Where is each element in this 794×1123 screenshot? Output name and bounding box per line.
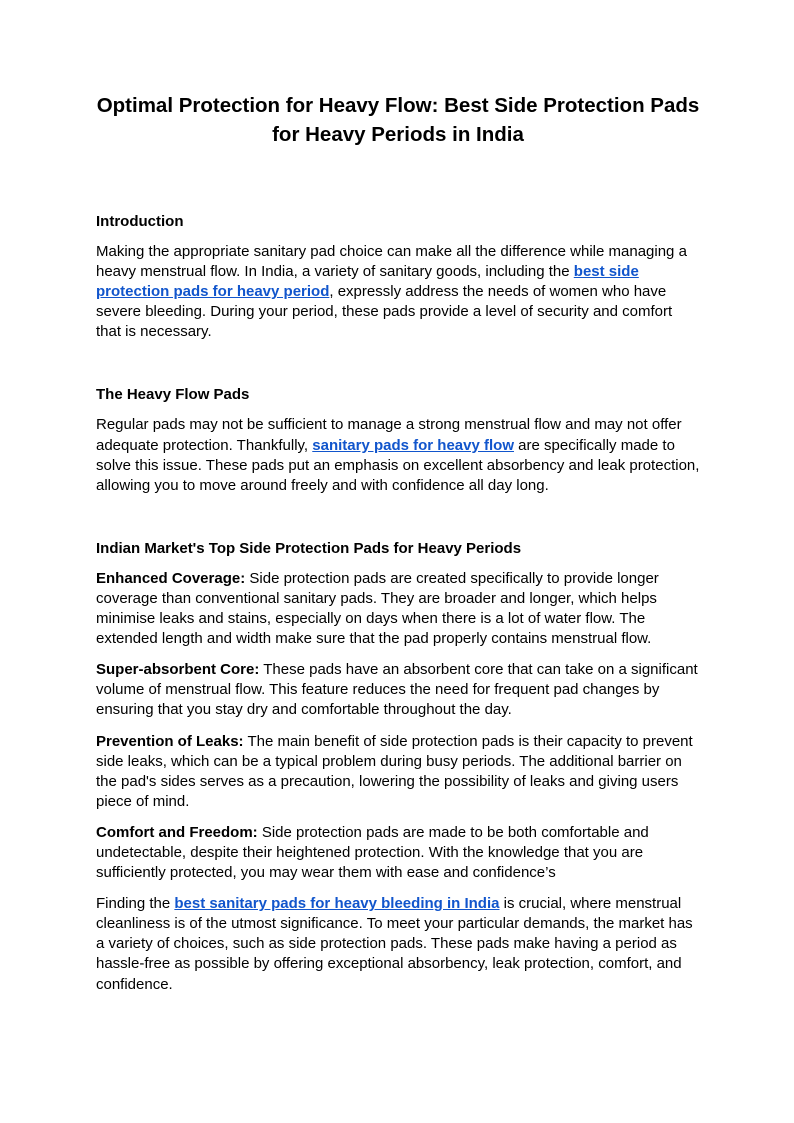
feature-text: These pads have an absorbent core that can take on a significant volume of menstrual flow. This feature reduces the need for frequent pad changes by ensuring that you stay dry and comfortable throughout the day.	[96, 661, 698, 719]
closing-text-before: Finding the	[96, 895, 175, 913]
feature-lead: Prevention of Leaks:	[96, 732, 244, 750]
heavy-flow-text-before: Regular pads may not be sufficient to manage a strong menstrual flow and may not offer adequate protection. Thankfully,	[96, 416, 682, 454]
feature-lead: Enhanced Coverage:	[96, 569, 246, 587]
heavy-flow-paragraph	[96, 415, 700, 495]
intro-paragraph	[96, 242, 700, 342]
feature-paragraph-enhanced-coverage	[96, 569, 700, 649]
link-sanitary-pads-heavy-flow[interactable]: sanitary pads for heavy flow	[312, 436, 514, 454]
closing-text-after: is crucial, where menstrual cleanliness is of the utmost significance. To meet your particular demands, the market has a variety of choices, such as side protection pads. These pads make having a period as hassle-free as possible by offering exceptional absorbency, leak protection, comfort, and confidence.	[96, 895, 693, 993]
document-page	[96, 92, 700, 995]
feature-paragraph-super-absorbent-core	[96, 660, 700, 720]
feature-paragraph-comfort-and-freedom	[96, 823, 700, 883]
feature-lead: Super-absorbent Core:	[96, 661, 260, 679]
link-best-side-protection-pads[interactable]: best side protection pads for heavy period	[96, 263, 639, 301]
heavy-flow-text-after: are specifically made to solve this issue. These pads put an emphasis on excellent absorbency and leak protection, allowing you to move around freely and with confidence all day long.	[96, 436, 700, 494]
section-heading-top-pads: Indian Market's Top Side Protection Pads for Heavy Periods	[96, 539, 522, 557]
section-heading-introduction: Introduction	[96, 213, 184, 230]
link-best-sanitary-pads-heavy-bleeding[interactable]: best sanitary pads for heavy bleeding in India	[174, 895, 500, 913]
document-title: Optimal Protection for Heavy Flow: Best Side Protection Pads for Heavy Periods in India	[96, 94, 700, 146]
intro-text-before: Making the appropriate sanitary pad choice can make all the difference while managing a heavy menstrual flow. In India, a variety of sanitary goods, including the	[96, 243, 687, 281]
section-heading-heavy-flow-pads: The Heavy Flow Pads	[96, 386, 250, 404]
feature-lead: Comfort and Freedom:	[96, 823, 258, 841]
feature-text: Side protection pads are made to be both comfortable and undetectable, despite their heightened protection. With the knowledge that you are sufficiently protected, you may wear them with ease and confidence’s	[96, 823, 649, 882]
intro-text-after: , expressly address the needs of women who have severe bleeding. During your period, these pads provide a level of security and comfort that is necessary.	[96, 283, 673, 341]
feature-text: Side protection pads are created specifically to provide longer coverage than conventional sanitary pads. They are broader and longer, which helps minimise leaks and stains, especially on days when there is a lot of water flow. The extended length and width make sure that the pad properly contains menstrual flow.	[96, 569, 659, 648]
closing-paragraph	[96, 894, 700, 994]
feature-text: The main benefit of side protection pads is their capacity to prevent side leaks, which can be a typical problem during busy periods. The additional barrier on the pad's sides serves as a precaution, lowering the possibility of leaks and giving users piece of mind.	[96, 732, 693, 810]
feature-paragraph-prevention-of-leaks	[96, 732, 700, 812]
